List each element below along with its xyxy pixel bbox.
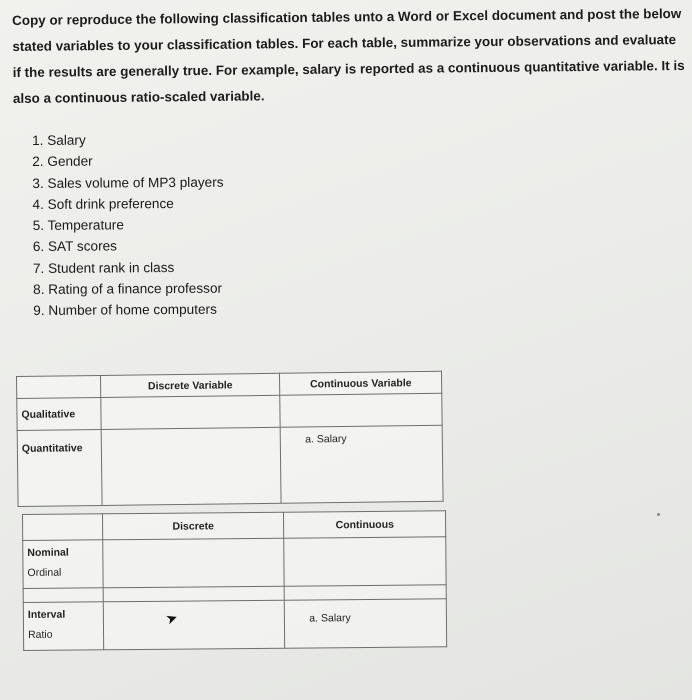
cell-nominal-discrete: [103, 538, 285, 588]
instructions-line-4: also a continuous ratio-scaled variable.: [12, 88, 265, 106]
classification-table-type: [16, 371, 444, 507]
row-label-nominal: Nominal: [27, 546, 69, 559]
list-item: 5. Temperature: [32, 217, 124, 234]
list-item: 2. Gender: [32, 153, 93, 170]
row-label-interval: Interval: [27, 608, 66, 621]
cell-qualitative-continuous: [280, 393, 442, 427]
list-item: 9. Number of home computers: [33, 302, 217, 319]
mouse-cursor-icon: ➤: [163, 608, 180, 628]
header-continuous-variable: Continuous Variable: [280, 371, 442, 395]
cell-quantitative-continuous: [281, 425, 444, 503]
header-discrete-variable: Discrete Variable: [100, 373, 280, 397]
row-label-quantitative: Quantitative: [17, 429, 102, 506]
row-label-ordinal: Ordinal: [27, 566, 62, 579]
cell-qualitative-discrete: [101, 395, 281, 429]
variable-list: [32, 129, 224, 322]
list-item: 6. SAT scores: [32, 238, 117, 255]
instructions-paragraph: [12, 1, 685, 112]
classification-table-scale: [22, 510, 447, 651]
speck: [657, 513, 660, 516]
cell-interval-discrete: [103, 600, 285, 650]
cell-ratio-continuous: [285, 599, 447, 648]
cell-quantitative-discrete: [101, 427, 281, 505]
header-continuous: Continuous: [284, 511, 446, 538]
list-item: 8. Rating of a finance professor: [33, 280, 223, 298]
table-corner-cell: [23, 514, 103, 541]
instructions-line-2: stated variables to your classification tables. For each table, summarize your observations and evaluate: [12, 32, 677, 54]
cell-value-salary: a. Salary: [309, 612, 351, 625]
cell-nominal-continuous: [284, 537, 446, 586]
spacer-cell: [23, 588, 103, 603]
list-item: 3. Sales volume of MP3 players: [32, 174, 224, 191]
header-discrete: Discrete: [102, 512, 284, 540]
row-label-qualitative: Qualitative: [17, 397, 101, 430]
list-item: 7. Student rank in class: [32, 259, 175, 276]
cell-value-salary: a. Salary: [305, 432, 347, 446]
row-label-interval-ratio: [23, 602, 103, 651]
row-label-nominal-ordinal: [23, 540, 103, 589]
spacer-cell: [284, 585, 446, 600]
table-corner-cell: [17, 375, 101, 398]
list-item: 4. Soft drink preference: [32, 195, 174, 212]
instructions-line-1: Copy or reproduce the following classification tables unto a Word or Excel document and post the below: [12, 5, 682, 28]
row-label-ratio: Ratio: [28, 628, 53, 641]
instructions-line-3: if the results are generally true. For example, salary is reported as a continuous quantitative variable. It is: [12, 57, 685, 80]
list-item: 1. Salary: [32, 132, 86, 148]
